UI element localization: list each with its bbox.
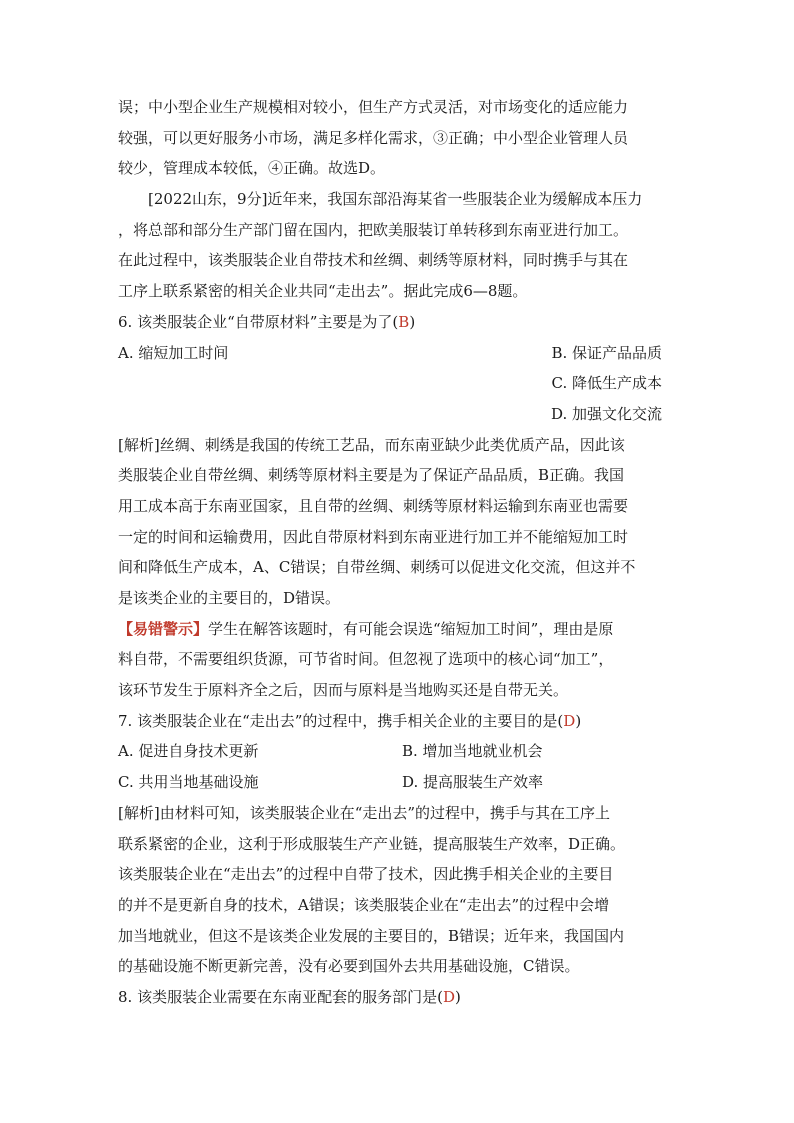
answer-letter: D [563, 711, 576, 730]
analysis-line: 的并不是更新自身的技术，A错误；该类服装企业在“走出去”的过程中会增 [118, 895, 610, 914]
question-stem-close: ) [409, 312, 416, 331]
warning-line [118, 614, 670, 645]
intro-line: 较强，可以更好服务小市场，满足多样化需求，③正确；中小型企业管理人员 [118, 128, 629, 147]
intro-line: 较少，管理成本较低，④正确。故选D。 [118, 159, 386, 178]
warning-line: 料自带，不需要组织货源，可节省时间。但忽视了选项中的核心词“加工”， [118, 650, 614, 669]
question-6-stem [118, 307, 670, 338]
option-c: C. 共用当地基础设施 [118, 773, 259, 792]
question-8-stem [118, 982, 670, 1013]
analysis-line: 类服装企业自带丝绸、刺绣等原材料主要是为了保证产品品质，B正确。我国 [118, 466, 625, 485]
intro-line: 误；中小型企业生产规模相对较小，但生产方式灵活，对市场变化的适应能力 [118, 98, 629, 116]
document-content [118, 92, 670, 1013]
analysis-line: 该类服装企业在“走出去”的过程中自带了技术，因此携手相关企业的主要目 [118, 865, 614, 884]
question-7-options-row [118, 767, 670, 798]
analysis-line: 联系紧密的企业，这利于形成服装生产产业链，提高服装生产效率，D正确。 [118, 834, 626, 853]
question-stem-close: ) [454, 987, 461, 1006]
option-d: D. 加强文化交流 [550, 404, 662, 423]
warning-line: 该环节发生于原料齐全之后，因而与原料是当地购买还是自带无关。 [118, 681, 569, 700]
material-line: 在此过程中，该类服装企业自带技术和丝绸、刺绣等原材料，同时携手与其在 [118, 251, 629, 270]
warning-label: 【易错警示】 [118, 619, 209, 638]
analysis-line: [解析]丝绸、刺绣是我国的传统工艺品，而东南亚缺少此类优质产品，因此该 [118, 435, 625, 454]
analysis-line: 是该类企业的主要目的，D错误。 [118, 589, 341, 607]
material-line: 工序上联系紧密的相关企业共同“走出去”。据此完成6—8题。 [118, 282, 528, 301]
question-stem-text: 8. 该类服装企业需要在东南亚配套的服务部门是( [118, 987, 443, 1006]
option-b: B. 增加当地就业机会 [402, 742, 543, 761]
option-a: A. 促进自身技术更新 [118, 742, 259, 761]
analysis-line: 间和降低生产成本，A、C错误；自带丝绸、刺绣可以促进文化交流，但这并不 [118, 558, 636, 577]
analysis-line: 加当地就业，但这不是该类企业发展的主要目的，B错误；近年来，我国国内 [118, 926, 625, 945]
question-7-options-row [118, 736, 670, 767]
question-stem-text: 7. 该类服装企业在“走出去”的过程中，携手相关企业的主要目的是( [118, 711, 564, 730]
option-c: C. 降低生产成本 [551, 374, 662, 393]
option-d: D. 提高服装生产效率 [402, 773, 544, 792]
question-stem-text: 6. 该类服装企业“自带原材料”主要是为了( [118, 312, 399, 331]
analysis-line: 一定的时间和运输费用，因此自带原材料到东南亚进行加工并不能缩短加工时 [118, 527, 629, 546]
answer-letter: B [398, 312, 410, 331]
material-line: ，将总部和部分生产部门留在国内，把欧美服装订单转移到东南亚进行加工。 [118, 220, 629, 239]
warning-text: 学生在解答该题时，有可能会误选“缩短加工时间”，理由是原 [208, 619, 614, 638]
analysis-line: 的基础设施不断更新完善，没有必要到国外去共用基础设施，C错误。 [118, 957, 580, 976]
option-b: B. 保证产品品质 [551, 343, 662, 362]
analysis-line: 用工成本高于东南亚国家，且自带的丝绸、刺绣等原材料运输到东南亚也需要 [118, 496, 629, 515]
question-stem-close: ) [575, 711, 582, 730]
answer-letter: D [442, 987, 455, 1006]
option-a: A. 缩短加工时间 [118, 343, 229, 362]
analysis-line: [解析]由材料可知，该类服装企业在“走出去”的过程中，携手与其在工序上 [118, 803, 611, 822]
question-6-options-row [118, 338, 670, 369]
material-line: [2022山东，9分]近年来，我国东部沿海某省一些服装企业为缓解成本压力 [148, 190, 643, 209]
question-7-stem [118, 706, 670, 737]
